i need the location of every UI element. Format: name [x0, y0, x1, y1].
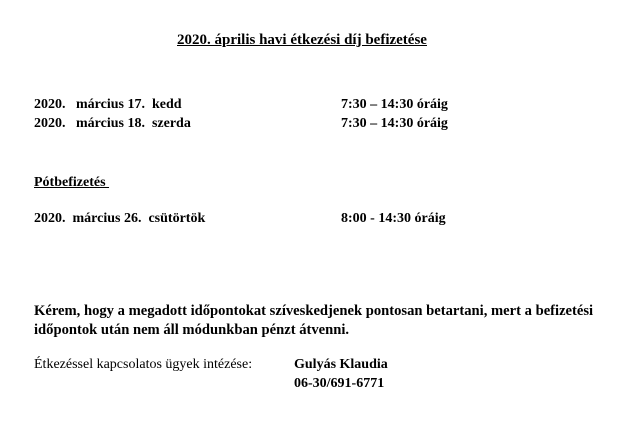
extra-schedule-date-1: 2020. március 26. csütörtök: [34, 211, 206, 226]
schedule-date-2: 2020. március 18. szerda: [34, 116, 191, 131]
schedule-time-1: 7:30 – 14:30 óráig: [341, 97, 448, 112]
document-title: 2020. április havi étkezési díj befizetése: [177, 32, 427, 48]
contact-phone: 06-30/691-6771: [294, 376, 385, 391]
contact-name: Gulyás Klaudia: [294, 357, 388, 372]
notice-paragraph: Kérem, hogy a megadott időpontokat szíveskedjenek pontosan betartani, mert a befizetési időpontok után nem áll módunkban pénzt átvenni.: [34, 303, 594, 338]
extra-payment-heading: Pótbefizetés: [34, 175, 110, 190]
extra-schedule-time-1: 8:00 - 14:30 óráig: [341, 211, 446, 226]
contact-label: Étkezéssel kapcsolatos ügyek intézése:: [34, 357, 253, 372]
schedule-date-1: 2020. március 17. kedd: [34, 97, 182, 112]
schedule-time-2: 7:30 – 14:30 óráig: [341, 116, 448, 131]
